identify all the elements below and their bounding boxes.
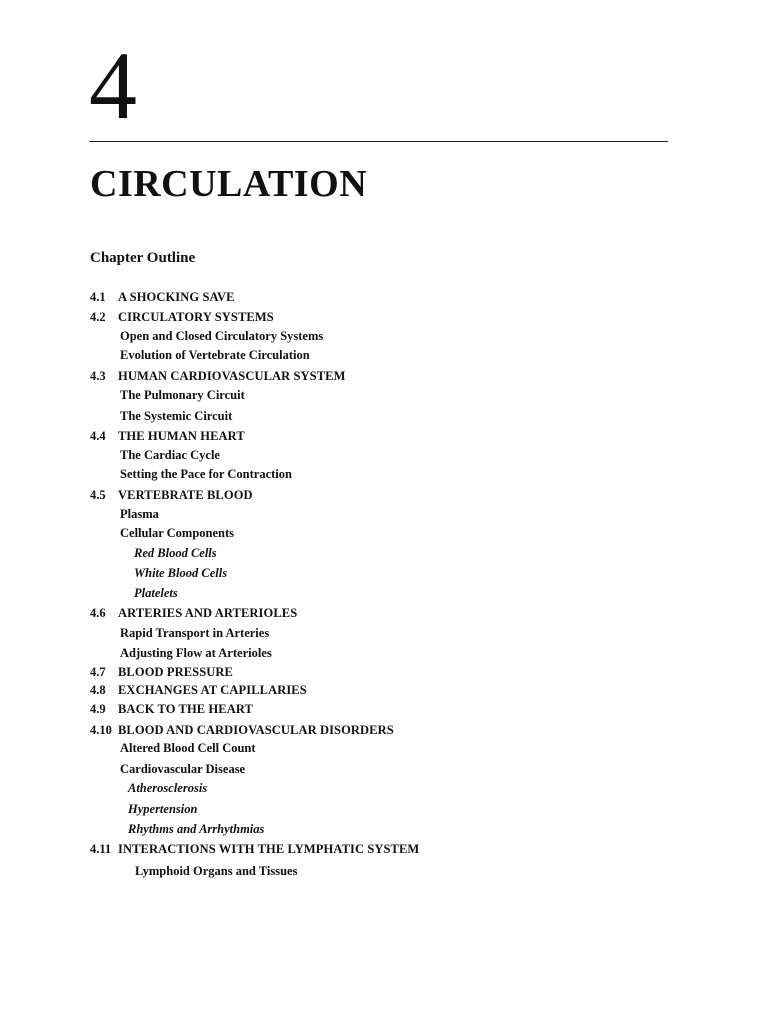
toc-subsection-entry bbox=[120, 738, 256, 758]
toc-entry-label: The Pulmonary Circuit bbox=[120, 388, 245, 402]
toc-section-number: 4.11 bbox=[90, 842, 112, 856]
toc-subsection-entry bbox=[134, 583, 178, 603]
toc-entry-label: Evolution of Vertebrate Circulation bbox=[120, 348, 310, 362]
toc-subsection-entry bbox=[134, 543, 217, 563]
toc-entry-label: Red Blood Cells bbox=[134, 546, 217, 560]
chapter-divider bbox=[89, 141, 668, 142]
toc-subsection-entry bbox=[120, 326, 323, 346]
toc-section-entry bbox=[90, 366, 346, 386]
toc-entry-label: Adjusting Flow at Arterioles bbox=[120, 646, 272, 660]
toc-subsection-entry bbox=[120, 759, 245, 779]
toc-section-entry bbox=[90, 680, 307, 700]
toc-section-entry bbox=[90, 426, 245, 446]
toc-entry-label: Atherosclerosis bbox=[128, 781, 208, 795]
toc-subsection-entry bbox=[128, 778, 207, 798]
toc-entry-label: Hypertension bbox=[128, 802, 198, 816]
toc-section-entry bbox=[90, 839, 419, 859]
toc-entry-label: ARTERIES AND ARTERIOLES bbox=[118, 606, 298, 620]
chapter-number: 4 bbox=[89, 32, 137, 139]
toc-section-number: 4.5 bbox=[90, 488, 106, 502]
toc-entry-label: BACK TO THE HEART bbox=[118, 702, 253, 716]
toc-entry-label: Open and Closed Circulatory Systems bbox=[120, 329, 324, 343]
toc-subsection-entry bbox=[120, 523, 234, 543]
toc-section-entry bbox=[90, 699, 253, 719]
toc-entry-label: White Blood Cells bbox=[134, 566, 228, 580]
toc-section-number: 4.3 bbox=[90, 369, 106, 383]
toc-entry-label: Lymphoid Organs and Tissues bbox=[135, 864, 298, 878]
toc-section-number: 4.8 bbox=[90, 683, 106, 697]
toc-subsection-entry bbox=[120, 623, 269, 643]
toc-entry-label: INTERACTIONS WITH THE LYMPHATIC SYSTEM bbox=[118, 842, 420, 856]
toc-section-number: 4.7 bbox=[90, 665, 106, 679]
toc-entry-label: The Systemic Circuit bbox=[120, 409, 233, 423]
toc-entry-label: The Cardiac Cycle bbox=[120, 448, 220, 462]
toc-entry-label: Plasma bbox=[120, 507, 159, 521]
toc-section-entry bbox=[90, 287, 235, 307]
toc-entry-label: Rapid Transport in Arteries bbox=[120, 626, 270, 640]
toc-entry-label: Cellular Components bbox=[120, 526, 235, 540]
toc-entry-label: EXCHANGES AT CAPILLARIES bbox=[118, 683, 307, 697]
toc-subsection-entry bbox=[120, 464, 292, 484]
toc-section-number: 4.9 bbox=[90, 702, 106, 716]
toc-entry-label: Rhythms and Arrhythmias bbox=[128, 822, 265, 836]
toc-subsection-entry bbox=[128, 819, 264, 839]
toc-section-number: 4.1 bbox=[90, 290, 106, 304]
toc-section-entry bbox=[90, 307, 274, 327]
toc-section-number: 4.2 bbox=[90, 310, 106, 324]
toc-entry-label: THE HUMAN HEART bbox=[118, 429, 245, 443]
toc-section-number: 4.4 bbox=[90, 429, 106, 443]
toc-section-entry bbox=[90, 603, 297, 623]
toc-entry-label: BLOOD AND CARDIOVASCULAR DISORDERS bbox=[118, 723, 394, 737]
toc-subsection-entry bbox=[120, 406, 232, 426]
toc-section-entry bbox=[90, 662, 233, 682]
toc-entry-label: CIRCULATORY SYSTEMS bbox=[118, 310, 274, 324]
toc-entry-label: Cardiovascular Disease bbox=[120, 762, 246, 776]
outline-heading: Chapter Outline bbox=[90, 250, 196, 266]
toc-entry-label: VERTEBRATE BLOOD bbox=[118, 488, 253, 502]
toc-section-entry bbox=[90, 720, 394, 740]
toc-section-number: 4.10 bbox=[90, 723, 112, 737]
toc-entry-label: A SHOCKING SAVE bbox=[118, 290, 235, 304]
toc-entry-label: Setting the Pace for Contraction bbox=[120, 467, 292, 481]
toc-entry-label: Altered Blood Cell Count bbox=[120, 741, 256, 755]
toc-subsection-entry bbox=[134, 563, 227, 583]
toc-subsection-entry bbox=[120, 385, 245, 405]
toc-subsection-entry bbox=[120, 504, 159, 524]
toc-subsection-entry bbox=[120, 643, 272, 663]
toc-section-entry bbox=[90, 485, 253, 505]
toc-entry-label: HUMAN CARDIOVASCULAR SYSTEM bbox=[118, 369, 346, 383]
toc-subsection-entry bbox=[120, 345, 310, 365]
toc-section-number: 4.6 bbox=[90, 606, 106, 620]
toc-subsection-entry bbox=[135, 861, 297, 881]
toc-entry-label: BLOOD PRESSURE bbox=[118, 665, 233, 679]
toc-entry-label: Platelets bbox=[134, 586, 178, 600]
chapter-title: CIRCULATION bbox=[90, 163, 368, 205]
toc-subsection-entry bbox=[128, 799, 197, 819]
toc-subsection-entry bbox=[120, 445, 220, 465]
